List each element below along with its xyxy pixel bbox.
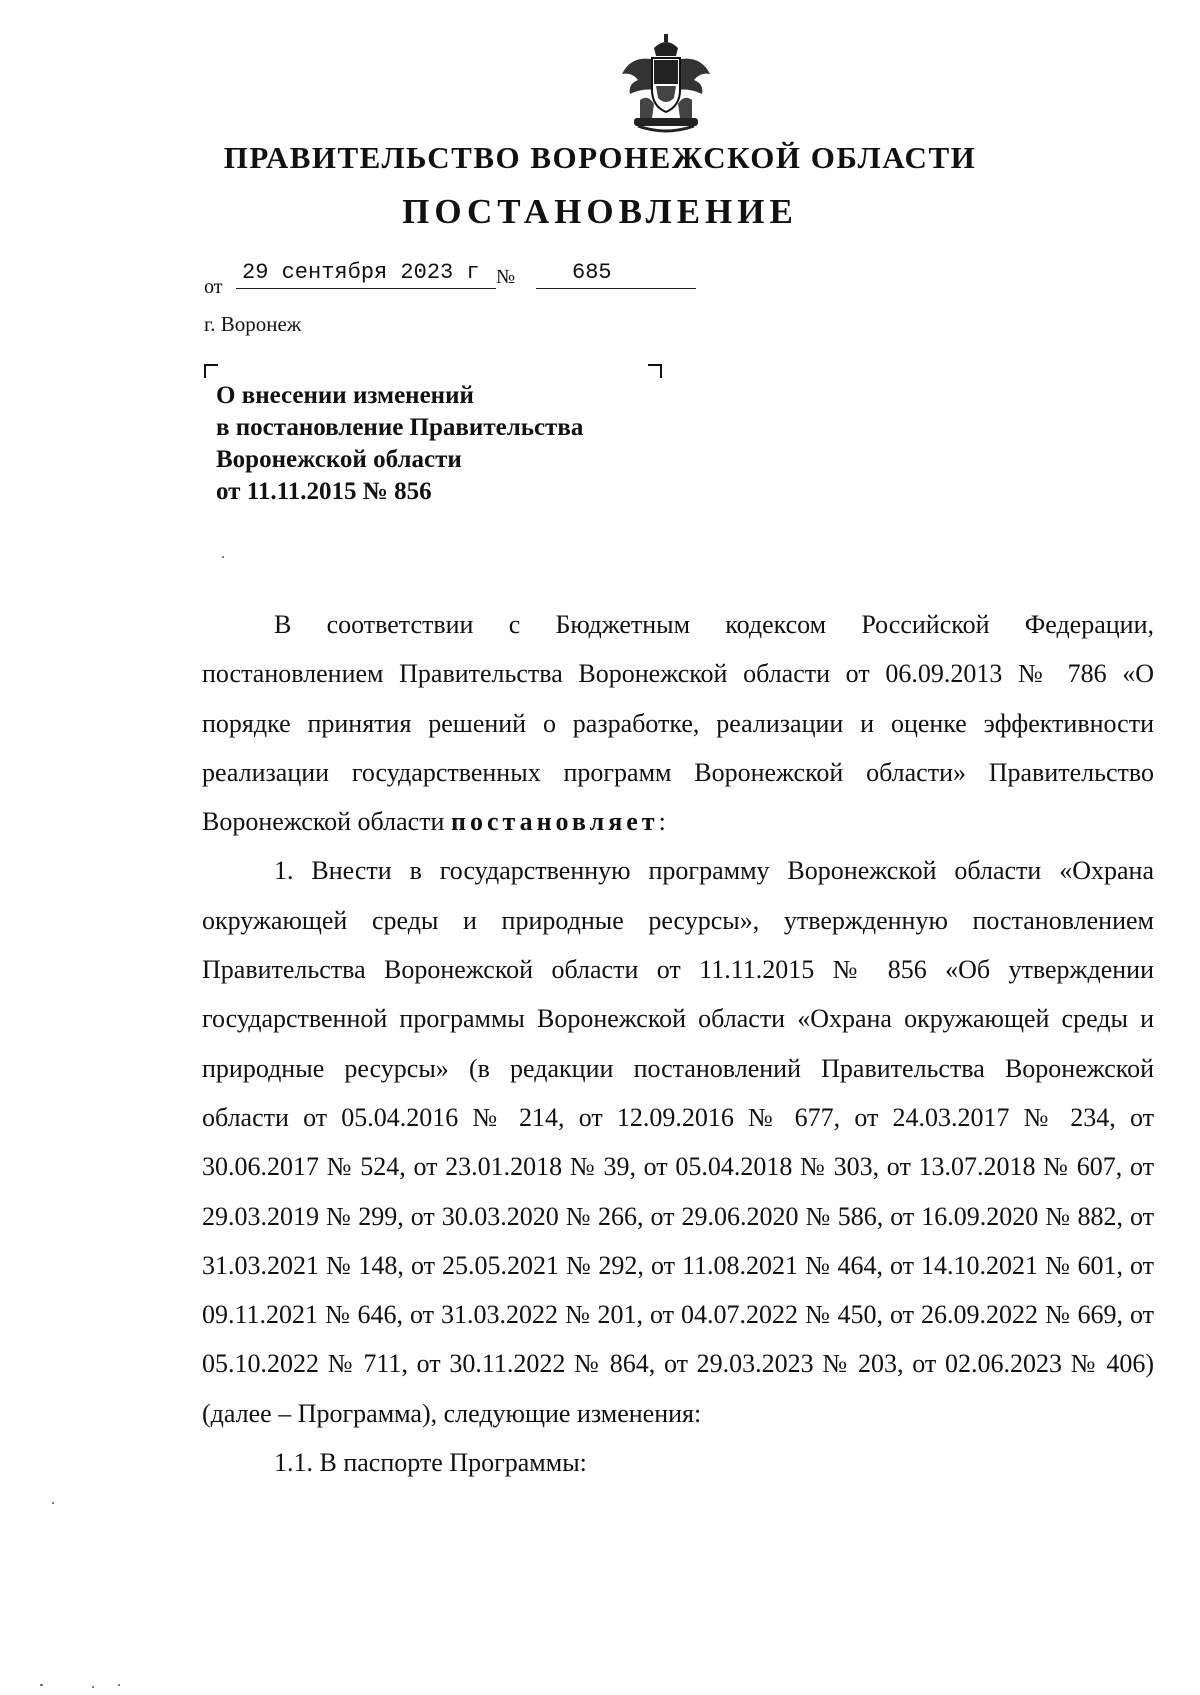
subject-line: О внесении изменений xyxy=(216,382,474,409)
number-underline xyxy=(536,288,696,289)
number-label: № xyxy=(496,266,516,288)
subject-line: Воронежской области xyxy=(216,446,462,473)
preamble-text: В соответствии с Бюджетным кодексом Российской Федерации, постановлением Правительства Воронежской области от 06.09.2013 № 786 «О порядке принятия решений о разработке, реализации и оценке эффективности реализации государственных программ Воронежской области» Правительство Воронежской области xyxy=(202,610,1154,837)
document-body xyxy=(202,600,1154,1487)
scan-speck xyxy=(92,1686,94,1688)
date-underline xyxy=(236,288,496,289)
date-field xyxy=(236,258,696,292)
from-label: от xyxy=(204,276,223,298)
date-number-line xyxy=(204,258,674,298)
paragraph-item-1: 1. Внести в государственную программу Воронежской области «Охрана окружающей среды и природные ресурсы», утвержденную постановлением Правительства Воронежской области от 11.11.2015 № 856 «Об утверждении государственной программы Воронежской области «Охрана окружающей среды и природные ресурсы» (в редакции постановлений Правительства Воронежской области от 05.04.2016 № 214, от 12.09.2016 № 677, от 24.03.2017 № 234, от 30.06.2017 № 524, от 23.01.2018 № 39, от 05.04.2018 № 303, от 13.07.2018 № 607, от 29.03.2019 № 299, от 30.03.2020 № 266, от 29.06.2020 № 586, от 16.09.2020 № 882, от 31.03.2021 № 148, от 25.05.2021 № 292, от 11.08.2021 № 464, от 14.10.2021 № 601, от 09.11.2021 № 646, от 31.03.2022 № 201, от 04.07.2022 № 450, от 26.09.2022 № 669, от 05.10.2022 № 711, от 30.11.2022 № 864, от 29.03.2023 № 203, от 02.06.2023 № 406) (далее – Программа), следующие изменения: xyxy=(202,856,1154,1428)
paragraph-item-1-1: 1.1. В паспорте Программы: xyxy=(274,1448,587,1478)
document-number: 685 xyxy=(572,260,612,285)
preamble-colon: : xyxy=(658,807,666,837)
document-type: ПОСТАНОВЛЕНИЕ xyxy=(402,192,798,231)
document-subject xyxy=(216,380,583,508)
subject-corner-left xyxy=(204,364,218,378)
paragraph-preamble xyxy=(202,600,1154,846)
coat-of-arms-icon xyxy=(618,34,714,134)
scan-speck xyxy=(52,1502,54,1504)
resolves-keyword: постановляет xyxy=(450,807,659,837)
scan-speck xyxy=(40,1684,43,1686)
scan-speck xyxy=(118,1684,120,1686)
subject-line: от 11.11.2015 № 856 xyxy=(216,478,432,505)
subject-corner-right xyxy=(648,364,662,378)
government-title: ПРАВИТЕЛЬСТВО ВОРОНЕЖСКОЙ ОБЛАСТИ xyxy=(223,140,977,175)
subject-line: в постановление Правительства xyxy=(216,414,584,441)
document-date: 29 сентября 2023 г xyxy=(242,260,480,285)
scan-speck xyxy=(222,556,224,558)
city: г. Воронеж xyxy=(204,312,302,336)
